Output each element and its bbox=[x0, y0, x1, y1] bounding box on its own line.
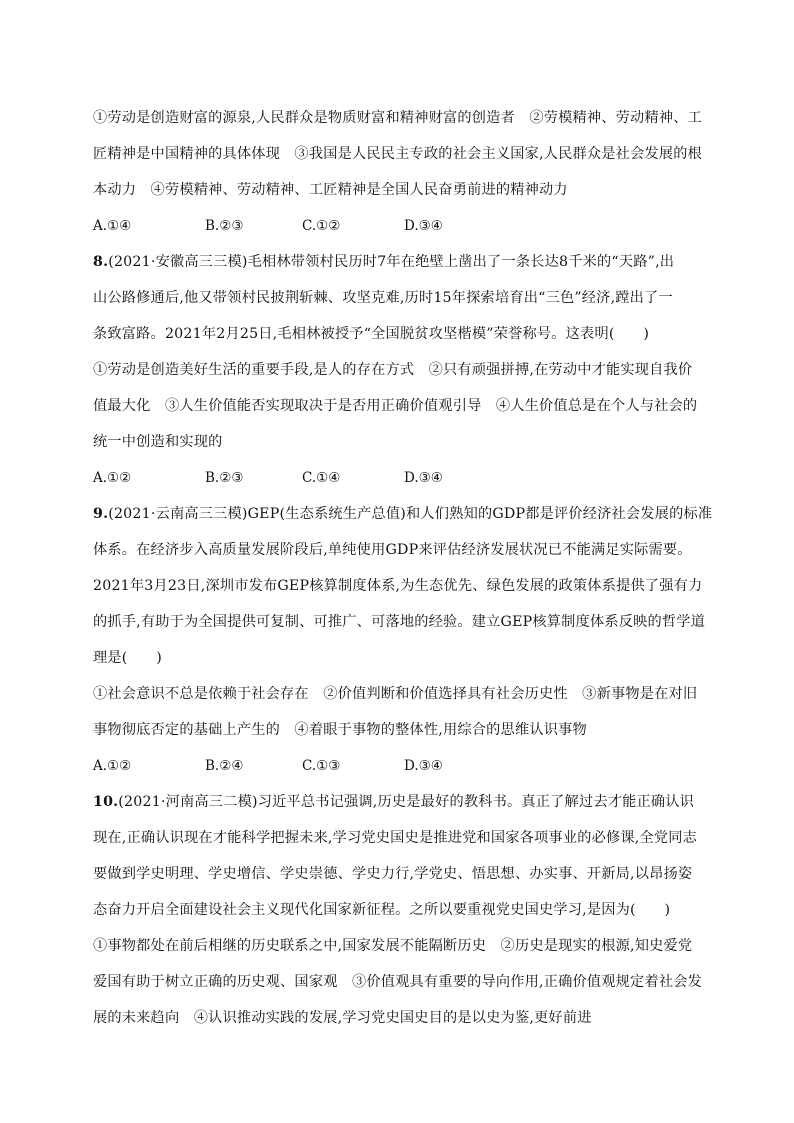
question-9-options bbox=[93, 748, 705, 784]
question-9-stem-line: 体系。在经济步入高质量发展阶段后,单纯使用GDP来评估经济发展状况已不能满足实际需要。 bbox=[93, 542, 692, 558]
question-10-stem-line: 要做到学史明理、学史增信、学史崇德、学史力行,学党史、悟思想、办实事、开新局,以昂扬姿 bbox=[93, 866, 693, 882]
question-7-options bbox=[93, 208, 705, 244]
statement-line: ①事物都处在前后相继的历史联系之中,国家发展不能隔断历史 ②历史是现实的根源,知史爱党 bbox=[93, 938, 693, 954]
stem-text: (2021·河南高三二模)习近平总书记强调,历史是最好的教科书。真正了解过去才能正确认识 bbox=[118, 794, 695, 810]
question-8-stem-line bbox=[93, 244, 705, 280]
question-8 bbox=[93, 244, 705, 496]
question-9-stem-line: 理是( ) bbox=[93, 650, 163, 666]
option-d: D.③④ bbox=[404, 470, 443, 486]
exam-page bbox=[93, 100, 713, 1036]
option-b: B.②③ bbox=[205, 218, 244, 234]
option-b: B.②④ bbox=[205, 758, 244, 774]
question-8-stem-line: 条致富路。2021年2月25日,毛相林被授予“全国脱贫攻坚楷模”荣誉称号。这表明( ) bbox=[93, 326, 650, 342]
question-number: 10. bbox=[93, 794, 119, 810]
option-c: C.①③ bbox=[302, 758, 341, 774]
option-a: A.①② bbox=[93, 758, 132, 774]
question-10-stem-line: 现在,正确认识现在才能科学把握未来,学习党史国史是推进党和国家各项事业的必修课,全党同志 bbox=[93, 830, 698, 846]
statement-line: 事物彻底否定的基础上产生的 ④着眼于事物的整体性,用综合的思维认识事物 bbox=[93, 722, 587, 738]
statement-line: 值最大化 ③人生价值能否实现取决于是否用正确价值观引导 ④人生价值总是在个人与社会的 bbox=[93, 398, 698, 414]
question-8-stem-line: 山公路修通后,他又带领村民披荆斩棘、攻坚克难,历时15年探索培育出“三色”经济,蹚出了一 bbox=[93, 290, 673, 306]
option-a: A.①② bbox=[93, 470, 132, 486]
option-d: D.③④ bbox=[404, 218, 443, 234]
statement-line: ①社会意识不总是依赖于社会存在 ②价值判断和价值选择具有社会历史性 ③新事物是在对旧 bbox=[93, 686, 698, 702]
option-c: C.①② bbox=[302, 218, 341, 234]
question-number: 9. bbox=[93, 506, 109, 522]
statement-line: ①劳动是创造美好生活的重要手段,是人的存在方式 ②只有顽强拼搏,在劳动中才能实现自我价 bbox=[93, 362, 693, 378]
option-d: D.③④ bbox=[404, 758, 443, 774]
stem-text: (2021·安徽高三三模)毛相林带领村民历时7年在绝壁上凿出了一条长达8千米的“天路”,出 bbox=[108, 254, 675, 270]
statement-line: 展的未来趋向 ④认识推动实践的发展,学习党史国史目的是以史为鉴,更好前进 bbox=[93, 1010, 592, 1026]
statement-line: 爱国有助于树立正确的历史观、国家观 ③价值观具有重要的导向作用,正确价值观规定着社会发 bbox=[93, 974, 702, 990]
question-10-stem-line bbox=[93, 784, 705, 820]
question-9-stem-line: 的抓手,有助于为全国提供可复制、可推广、可落地的经验。建立GEP核算制度体系反映的哲学道 bbox=[93, 614, 706, 630]
option-c: C.①④ bbox=[302, 470, 341, 486]
statement-line: ①劳动是创造财富的源泉,人民群众是物质财富和精神财富的创造者 ②劳模精神、劳动精神、工 bbox=[93, 110, 702, 126]
question-7-statements bbox=[93, 100, 705, 208]
option-b: B.②③ bbox=[205, 470, 244, 486]
question-number: 8. bbox=[93, 254, 109, 270]
statement-line: 本动力 ④劳模精神、劳动精神、工匠精神是全国人民奋勇前进的精神动力 bbox=[93, 182, 568, 198]
question-9 bbox=[93, 496, 713, 784]
stem-text: (2021·云南高三三模)GEP(生态系统生产总值)和人们熟知的GDP都是评价经济社会发展的标准 bbox=[108, 506, 713, 522]
question-9-stem-line bbox=[93, 496, 713, 532]
statement-line: 匠精神是中国精神的具体体现 ③我国是人民民主专政的社会主义国家,人民群众是社会发展的根 bbox=[93, 146, 702, 162]
option-a: A.①④ bbox=[93, 218, 132, 234]
question-8-options bbox=[93, 460, 705, 496]
question-9-stem-line: 2021年3月23日,深圳市发布GEP核算制度体系,为生态优先、绿色发展的政策体系提供了强有力 bbox=[93, 578, 703, 594]
question-10 bbox=[93, 784, 705, 1036]
question-7 bbox=[93, 100, 705, 244]
statement-line: 统一中创造和实现的 bbox=[93, 434, 223, 450]
question-10-stem-line: 态奋力开启全面建设社会主义现代化国家新征程。之所以要重视党史国史学习,是因为( ) bbox=[93, 902, 671, 918]
